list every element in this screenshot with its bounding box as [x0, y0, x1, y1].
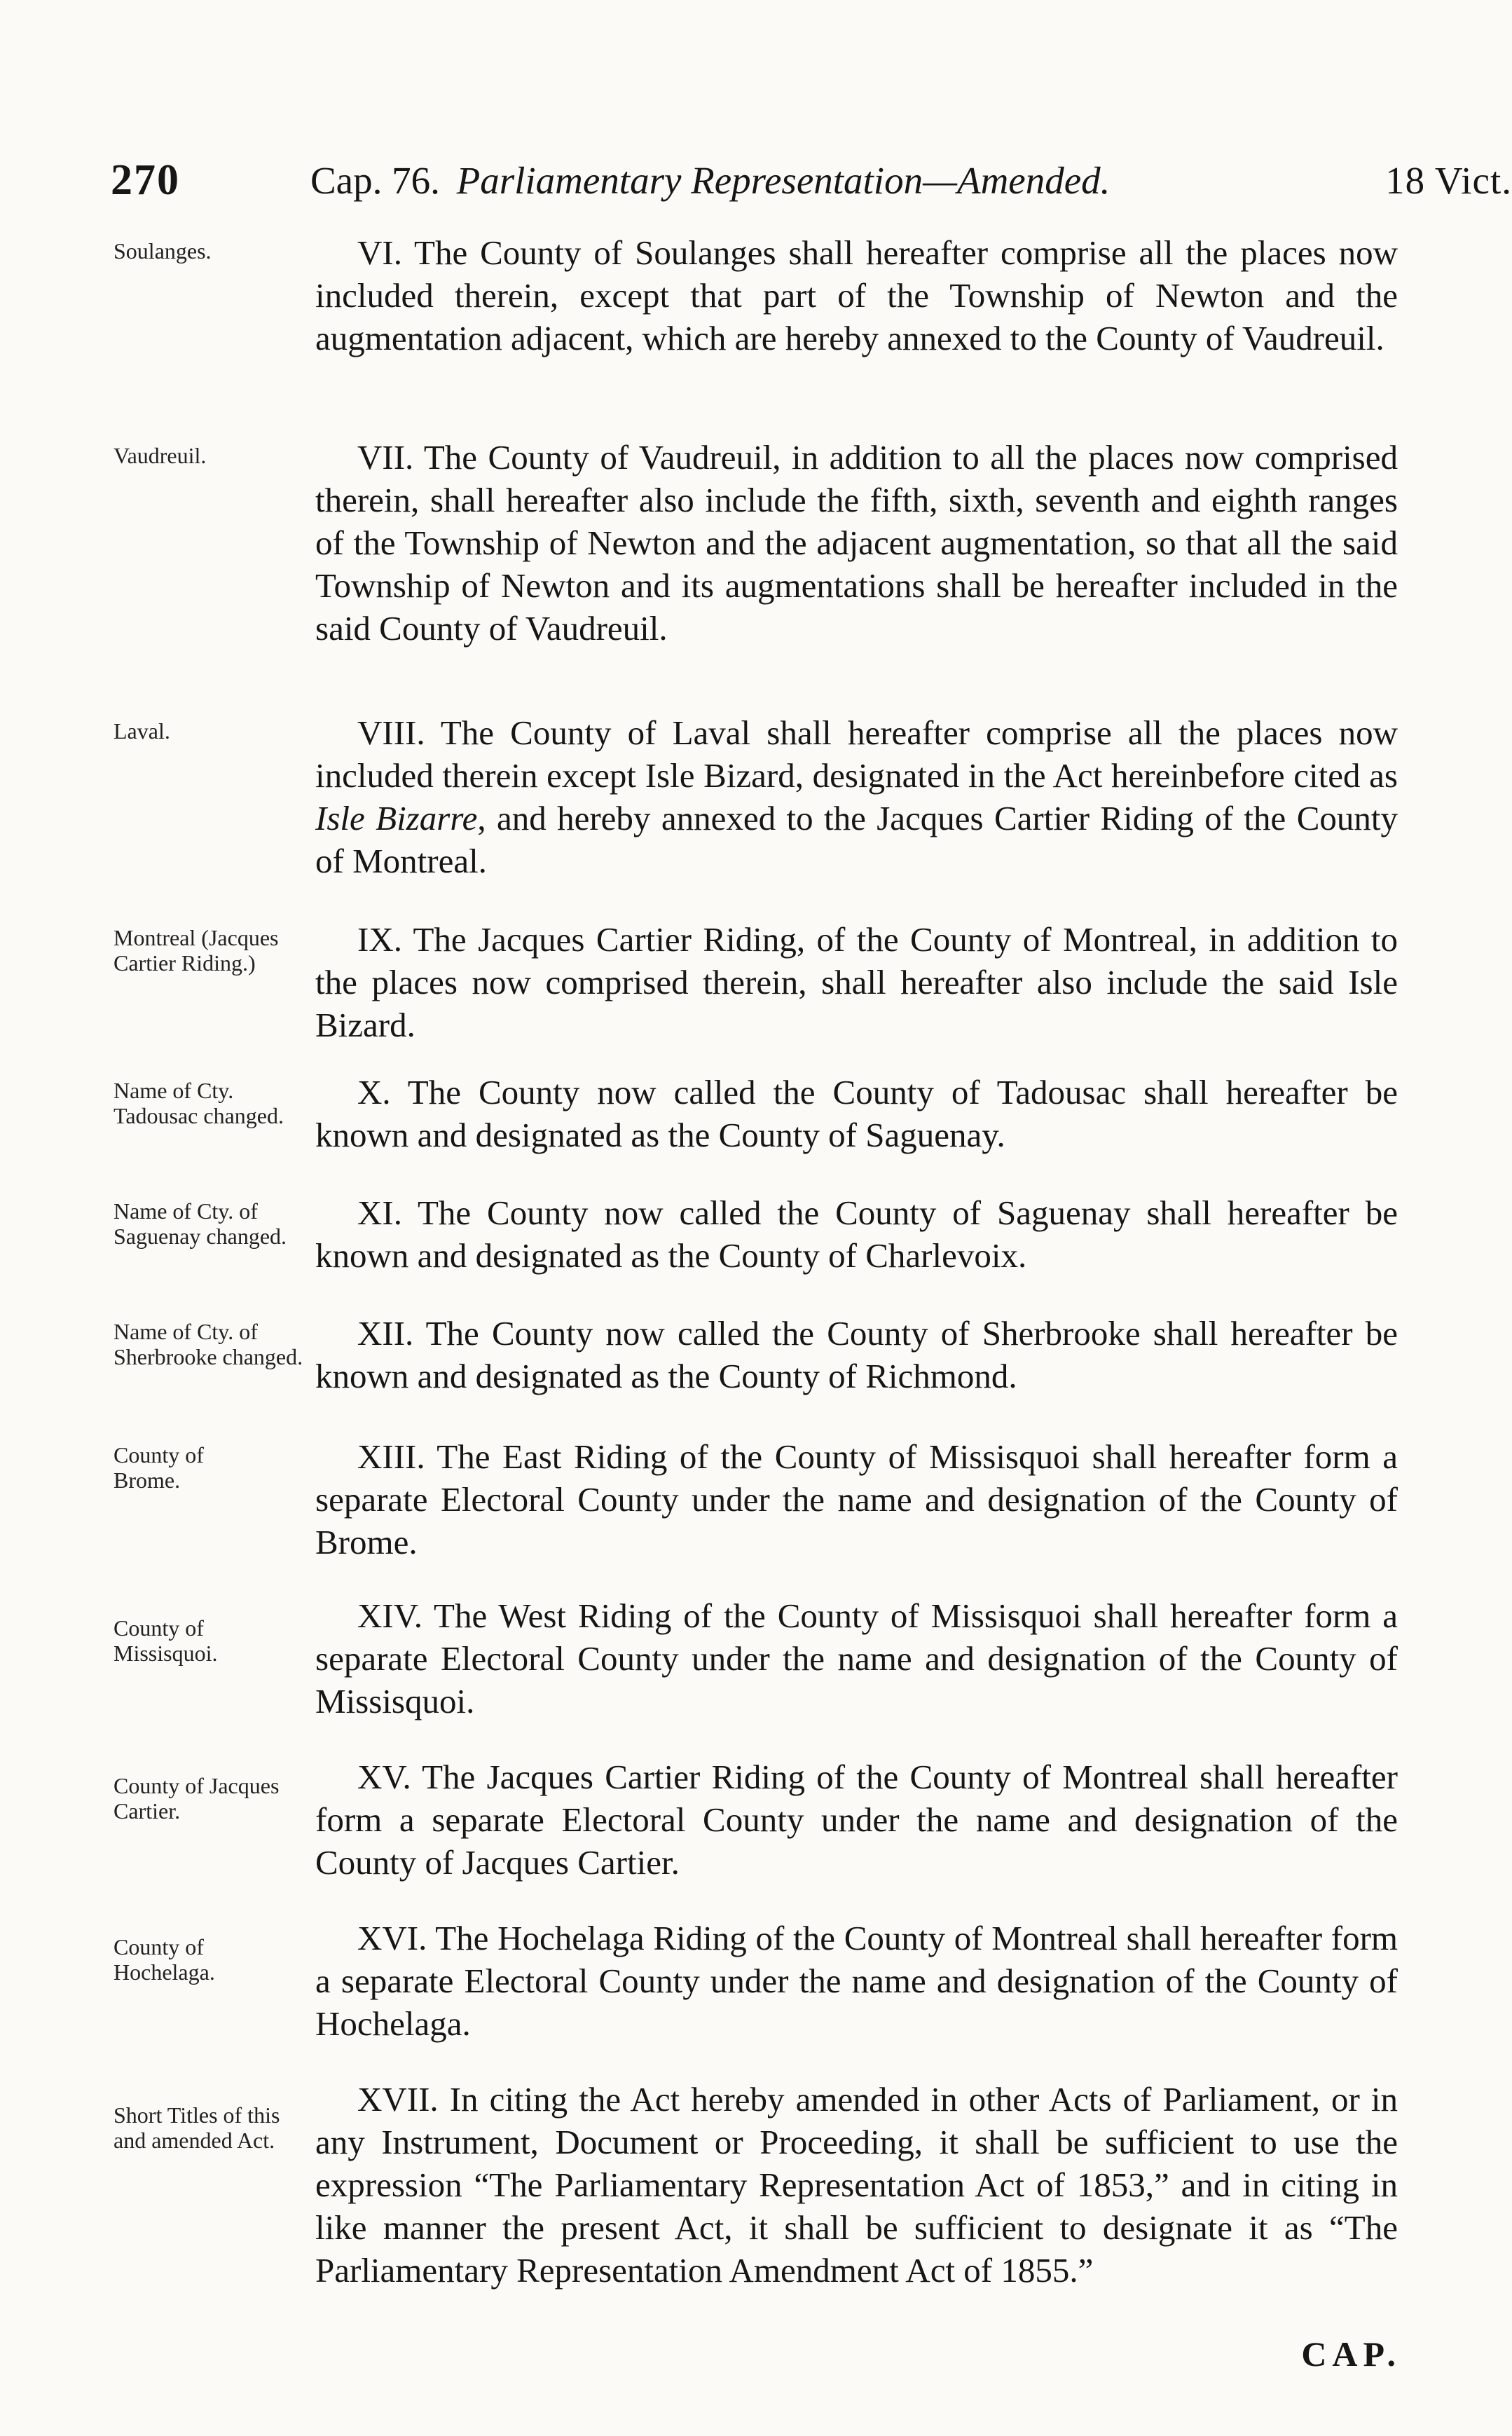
section-text: [315, 711, 1398, 882]
section-text: IX. The Jacques Cartier Riding, of the County of Montreal, in addition to the places now comprised therein, shall hereafter also include the said Isle Bizard.: [315, 920, 1398, 1044]
section-text: XVII. In citing the Act hereby amended in other Acts of Parliament, or in any Instrument, Document or Proceeding, it shall be sufficient to use the expression “The Parliamentary Representation Act of 1853,” and in citing in like manner the present Act, it shall be sufficient to designate it as “The Parliamentary Representation Amendment Act of 1855.”: [315, 2080, 1398, 2290]
section-text-part: VIII. The County of Laval shall hereafter comprise all the places now included therein except Isle Bizard, designated in the Act hereinbefore cited as: [315, 713, 1398, 795]
section-text: XIII. The East Riding of the County of Missisquoi shall hereafter form a separate Electoral County under the name and designation of the County of Brome.: [315, 1437, 1398, 1561]
margin-note: Name of Cty. of Saguenay changed.: [114, 1198, 287, 1249]
running-title: Parliamentary Representation—Amended.: [456, 159, 1111, 202]
catchword: CAP.: [1301, 2334, 1401, 2374]
margin-note: County of Brome.: [114, 1442, 204, 1493]
margin-note: Name of Cty. Tadousac changed.: [114, 1078, 284, 1128]
margin-note: Laval.: [114, 718, 170, 744]
margin-note: Short Titles of this and amended Act.: [114, 2102, 280, 2153]
running-head: [310, 158, 1512, 203]
margin-note: Vaudreuil.: [114, 443, 207, 468]
section-text-italic: Isle Bizarre: [315, 799, 478, 837]
page-number: 270: [111, 156, 180, 204]
section-text: VII. The County of Vaudreuil, in addition to all the places now comprised therein, shall hereafter also include the fifth, sixth, seventh and eighth ranges of the Township of Newton and the adjacent augmentation, so that all the said Township of Newton and its augmentations shall be hereafter included in the said County of Vaudreuil.: [315, 438, 1398, 648]
section-text: XV. The Jacques Cartier Riding of the County of Montreal shall hereafter form a separate Electoral County under the name and designation of the County of Jacques Cartier.: [315, 1758, 1398, 1882]
section-text: XIV. The West Riding of the County of Missisquoi shall hereafter form a separate Electoral County under the name and designation of the County of Missisquoi.: [315, 1596, 1398, 1720]
chapter-label: Cap. 76.: [310, 159, 440, 202]
margin-note: Name of Cty. of Sherbrooke changed.: [114, 1319, 303, 1369]
margin-note: Montreal (Jacques Cartier Riding.): [114, 925, 279, 976]
section-text-part: , and hereby annexed to the Jacques Cartier Riding of the County of Montreal.: [315, 799, 1398, 880]
margin-note: Soulanges.: [114, 238, 212, 264]
margin-note: County of Jacques Cartier.: [114, 1773, 280, 1823]
section-text: XVI. The Hochelaga Riding of the County of Montreal shall hereafter form a separate Electoral County under the name and designation of the County of Hochelaga.: [315, 1919, 1398, 2043]
page-header: [111, 156, 1512, 205]
section-text: XI. The County now called the County of Saguenay shall hereafter be known and designated as the County of Charlevoix.: [315, 1193, 1398, 1275]
regnal-year: 18 Vict.: [1385, 159, 1512, 202]
margin-note: County of Hochelaga.: [114, 1934, 215, 1985]
section-text: XII. The County now called the County of Sherbrooke shall hereafter be known and designated as the County of Richmond.: [315, 1314, 1398, 1395]
margin-note: County of Missisquoi.: [114, 1615, 218, 1666]
section-text: VI. The County of Soulanges shall hereafter comprise all the places now included therein, except that part of the Township of Newton and the augmentation adjacent, which are hereby annexed to the County of Vaudreuil.: [315, 233, 1398, 357]
section-text: X. The County now called the County of Tadousac shall hereafter be known and designated as the County of Saguenay.: [315, 1073, 1398, 1154]
